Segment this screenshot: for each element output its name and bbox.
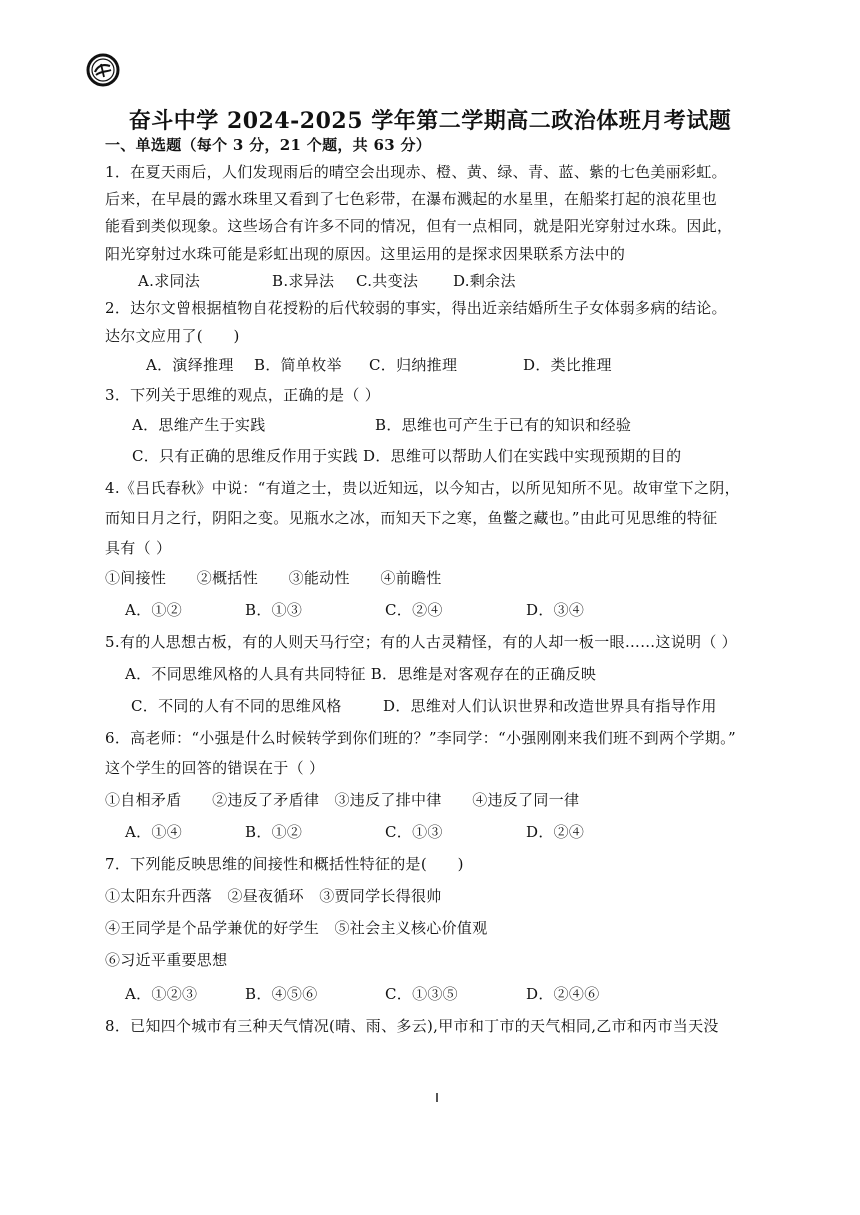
section-heading: 一、单选题（每个 3 分，21 个题，共 63 分） (105, 136, 432, 154)
q7-items-line-2: ④王同学是个品学兼优的好学生 ⑤社会主义核心价值观 (105, 919, 488, 937)
q6-option-c: C．①③ (385, 823, 443, 841)
q2-option-d: D．类比推理 (523, 356, 612, 374)
q3-option-b: B．思维也可产生于已有的知识和经验 (375, 416, 632, 434)
q3-stem: 3．下列关于思维的观点，正确的是（ ） (105, 386, 381, 404)
q7-stem: 7．下列能反映思维的间接性和概括性特征的是( ) (105, 855, 464, 873)
q1-stem-line-4: 阳光穿射过水珠可能是彩虹出现的原因。这里运用的是探求因果联系方法中的 (105, 245, 626, 263)
q6-stem-line-2: 这个学生的回答的错误在于（ ） (105, 759, 325, 777)
q4-option-b: B．①③ (245, 601, 303, 619)
q6-items: ①自相矛盾 ②违反了矛盾律 ③违反了排中律 ④违反了同一律 (105, 791, 580, 809)
q1-option-b: B.求异法 (272, 272, 335, 290)
q4-items: ①间接性 ②概括性 ③能动性 ④前瞻性 (105, 569, 442, 587)
q4-option-a: A．①② (125, 601, 183, 619)
q4-option-d: D．③④ (526, 601, 585, 619)
q2-option-c: C．归纳推理 (369, 356, 458, 374)
q2-stem-line-2: 达尔文应用了( ) (105, 327, 240, 345)
exam-title: 奋斗中学 2024-2025 学年第二学期高二政治体班月考试题 (128, 108, 732, 134)
q1-stem-line-1: 1．在夏天雨后，人们发现雨后的晴空会出现赤、橙、黄、绿、青、蓝、紫的七色美丽彩虹。 (105, 163, 727, 181)
q7-option-c: C．①③⑤ (385, 985, 458, 1003)
q2-stem-line-1: 2．达尔文曾根据植物自花授粉的后代较弱的事实，得出近亲结婚所生子女体弱多病的结论。 (105, 299, 727, 317)
q1-option-c: C.共变法 (356, 272, 419, 290)
q1-option-d: D.剩余法 (453, 272, 516, 290)
q1-option-a: A.求同法 (138, 272, 201, 290)
q6-option-b: B．①② (245, 823, 303, 841)
q4-stem-line-3: 具有（ ） (105, 539, 172, 557)
q7-items-line-1: ①太阳东升西落 ②昼夜循环 ③贾同学长得很帅 (105, 887, 442, 905)
q5-option-c: C．不同的人有不同的思维风格 (131, 697, 342, 715)
q1-stem-line-3: 能看到类似现象。这些场合有许多不同的情况，但有一点相同，就是阳光穿射过水珠。因此， (105, 217, 733, 235)
q2-option-b: B．简单枚举 (254, 356, 342, 374)
q3-option-a: A．思维产生于实践 (132, 416, 266, 434)
page-number-mark (436, 1093, 438, 1102)
q7-option-b: B．④⑤⑥ (245, 985, 318, 1003)
q6-stem-line-1: 6．高老师：“小强是什么时候转学到你们班的？”李同学：“小强刚刚来我们班不到两个学期。” (105, 729, 736, 747)
school-emblem-icon (86, 53, 120, 87)
q7-items-line-3: ⑥习近平重要思想 (105, 951, 228, 969)
q4-stem-line-1: 4.《吕氏春秋》中说：“有道之士，贵以近知远，以今知古，以所见知所不见。故审堂下之阴， (105, 479, 740, 497)
q7-option-d: D．②④⑥ (526, 985, 600, 1003)
q7-option-a: A．①②③ (125, 985, 198, 1003)
q4-stem-line-2: 而知日月之行，阴阳之变。见瓶水之冰，而知天下之寒，鱼鳖之藏也。”由此可见思维的特征 (105, 509, 718, 527)
q5-stem: 5.有的人思想古板，有的人则天马行空；有的人古灵精怪，有的人却一板一眼……这说明（ ） (105, 633, 737, 651)
q6-option-d: D．②④ (526, 823, 585, 841)
q8-stem-line-1: 8．已知四个城市有三种天气情况(晴、雨、多云),甲市和丁市的天气相同,乙市和丙市当天没 (105, 1017, 719, 1035)
q5-option-a-b: A．不同思维风格的人具有共同特征 B．思维是对客观存在的正确反映 (125, 665, 597, 683)
q5-option-d: D．思维对人们认识世界和改造世界具有指导作用 (383, 697, 717, 715)
q4-option-c: C．②④ (385, 601, 443, 619)
q3-option-c-d: C．只有正确的思维反作用于实践 D．思维可以帮助人们在实践中实现预期的目的 (132, 447, 682, 465)
q2-option-a: A．演绎推理 (146, 356, 234, 374)
q6-option-a: A．①④ (125, 823, 183, 841)
q1-stem-line-2: 后来，在早晨的露水珠里又看到了七色彩带，在瀑布溅起的水星里，在船桨打起的浪花里也 (105, 190, 718, 208)
